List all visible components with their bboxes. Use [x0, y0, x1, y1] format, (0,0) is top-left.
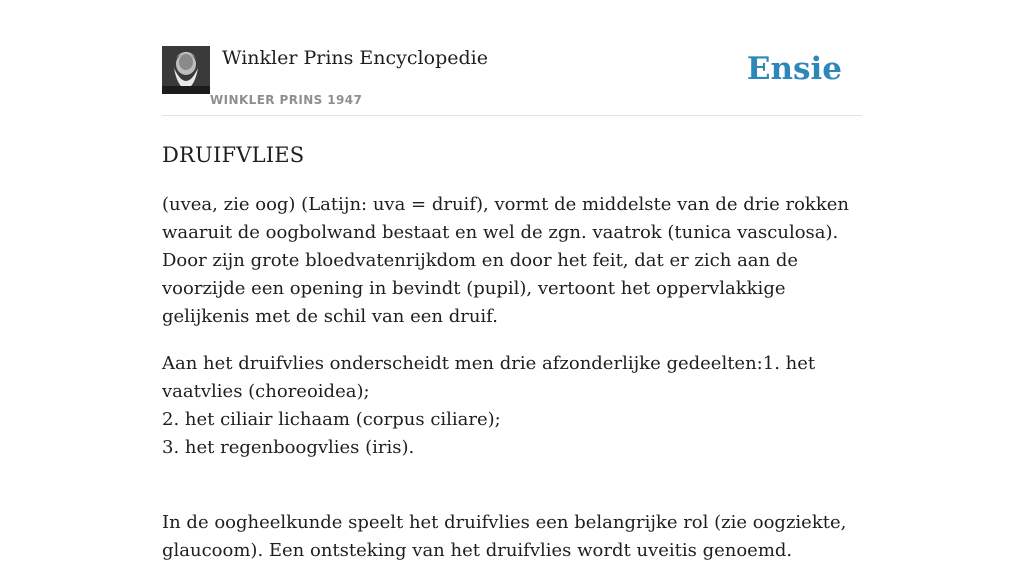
header-divider: [162, 115, 862, 116]
page-header: [162, 46, 862, 116]
article-paragraph-3: In de oogheelkunde speelt het druifvlies een belangrijke rol (zie oogziekte, glaucoom). Een ontsteking van het druifvlies wordt uveitis genoemd.: [162, 512, 847, 561]
paragraph-spacer: [162, 481, 862, 509]
paragraph-line: 2. het ciliair lichaam (corpus ciliare);: [162, 409, 501, 430]
ensie-logo[interactable]: Ensie: [746, 51, 842, 87]
paragraph-line: Aan het druifvlies onderscheidt men drie afzonderlijke gedeelten:1. het vaatvlies (choreoidea);: [162, 353, 816, 402]
article-paragraph-2: [162, 350, 862, 462]
article-paragraph-1: (uvea, zie oog) (Latijn: uva = druif), vormt de middelste van de drie rokken waaruit de oogbolwand bestaat en wel de zgn. vaatrok (tunica vasculosa). Door zijn grote bloedvatenrijkdom en door het feit, dat er zich aan de voorzijde een opening in bevindt (pupil), vertoont het oppervlakkige gelijkenis met de schil van een druif.: [162, 194, 849, 327]
paragraph-line: 3. het regenboogvlies (iris).: [162, 437, 415, 458]
bearded-man-portrait-icon[interactable]: [162, 46, 210, 94]
source-title[interactable]: Winkler Prins Encyclopedie: [222, 47, 488, 69]
source-subtitle: WINKLER PRINS 1947: [210, 93, 363, 107]
article-term: DRUIFVLIES: [162, 143, 305, 167]
article-body: [162, 140, 862, 584]
